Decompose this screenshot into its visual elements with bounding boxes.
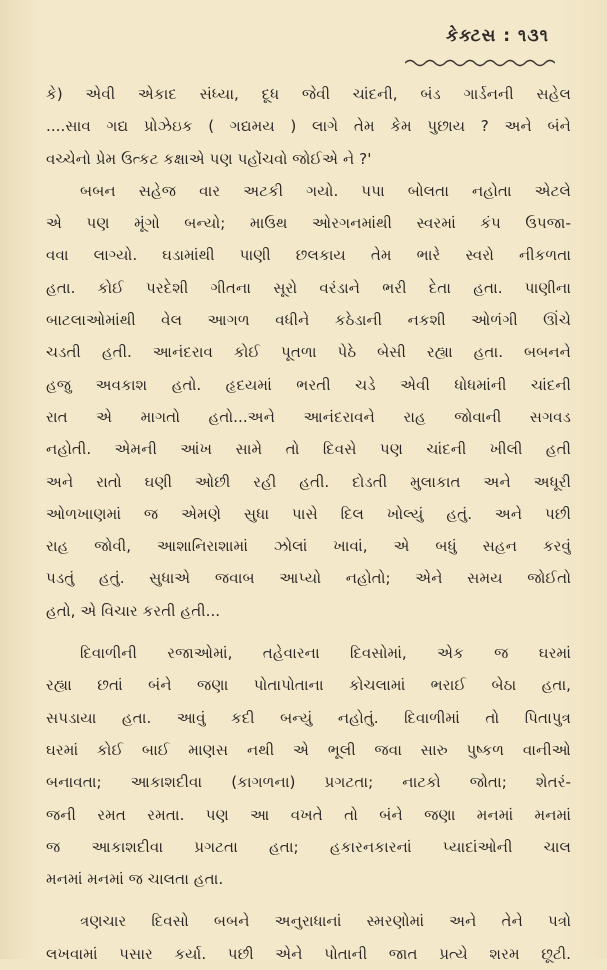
paragraph-4 — [46, 905, 571, 970]
text-line: પડતું હતું. સુધાએ જવાબ આપ્યો નહોતો; એને સમય જોઈતો — [46, 569, 571, 588]
text-line: સપડાયા હતા. આવું કદી બન્યું નહોતું. દિવાળીમાં તો પિતાપુત્ર — [46, 708, 571, 727]
text-line: રહ્યા છતાં બંને જણા પોતાપોતાના કોચલામાં ભરાઈ બેઠા હતા, — [46, 676, 571, 695]
text-line: હજુ અવકાશ હતો. હૃદયમાં ભરતી ચડે એવી ધોધમાંની ચાંદની — [46, 375, 571, 394]
paragraph-3 — [46, 637, 571, 895]
text-line: દિવાળીની રજાઓમાં, તહેવારના દિવસોમાં, એક જ ઘરમાં — [80, 644, 571, 663]
text-line: રાત એ માગતો હતો...અને આનંદરાવને રાહ જોવાની સગવડ — [46, 407, 571, 426]
paragraph-2 — [46, 175, 571, 627]
header-separator: : — [503, 26, 512, 46]
text-line: ઘરમાં કોઈ બાઈ માણસ નથી એ ભૂલી જવા સારુ પુષ્કળ વાનીઓ — [46, 740, 571, 759]
paragraph-gap — [46, 627, 571, 637]
text-line: બનાવતા; આકાશદીવા (કાગળના) પ્રગટતા; નાટકો જોતા; શેતરં- — [46, 773, 571, 792]
text-line: નહોતી. એમની આંખ સામે તો દિવસે પણ ચાંદની ખીલી હતી — [46, 440, 571, 459]
text-line: હતા. કોઈ પરદેશી ગીતના સૂરો વરંડાને ભરી દેતા હતા. પાણીના — [46, 278, 571, 297]
running-title: કેક્ટસ — [445, 26, 497, 46]
text-line: કે) એવી એકાદ સંધ્યા, દૂધ જેવી ચાંદની, બંડ ગાર્ડનની સહેલ — [46, 85, 571, 103]
text-line: રાહ જોવી, આશાનિરાશામાં ઝોલાં ખાવાં, એ બધું સહન કરવું — [46, 537, 571, 556]
text-line: જની રમત રમતા. પણ આ વખતે તો બંને જણા મનમાં મનમાં — [46, 805, 571, 824]
decorative-squiggle-icon — [405, 58, 555, 68]
paragraph-gap — [46, 895, 571, 905]
text-line: મનમાં મનમાં જ ચાલતા હતા. — [46, 870, 224, 889]
page-number: ૧૩૧ — [518, 26, 549, 46]
text-line: બબન સહેજ વાર અટકી ગયો. પપા બોલતા નહોતા એટલે — [80, 181, 571, 200]
text-line: બાટલાઓમાંથી વેલ આગળ વધીને કઠેડાની નકશી ઓળંગી ઊંચે — [46, 311, 571, 330]
text-line: ઓળખાણમાં જ એમણે સુધા પાસે દિલ ખોલ્યું હતું. અને પછી — [46, 504, 571, 523]
text-line: એ પણ મૂંગો બન્યો; માઉથ ઓરગનમાંથી સ્વરમાં કંપ ઉપજા- — [46, 214, 571, 233]
text-line: ચડતી હતી. આનંદરાવ કોઈ પૂતળા પેઠે બેસી રહ્યા હતા. બબનને — [46, 343, 571, 362]
text-line: અને રાતો ઘણી ઓછી રહી હતી. દોડતી મુલાકાત અને અધૂરી — [46, 472, 571, 491]
text-line: વચ્ચેનો પ્રેમ ઉત્કટ કક્ષાએ પણ પહોંચવો જોઈએ ને ?' — [46, 149, 372, 168]
text-line: જ આકાશદીવા પ્રગટતા હતા; હકારનકારનાં પ્યાદાંઓની ચાલ — [46, 837, 571, 856]
paragraph-1 — [46, 78, 571, 175]
text-line: લખવામાં પસાર કર્યા. પછી એને પોતાની જાત પ્રત્યે શરમ છૂટી. — [46, 944, 571, 963]
text-line: ....સાવ ગદ્ય પ્રોઝેઇક ( ગદ્યમય ) લાગે તેમ કેમ પુછાય ? અને બંને — [46, 117, 571, 136]
body-text — [46, 78, 571, 970]
text-line: વવા લાગ્યો. ઘડામાંથી પાણી છલકાય તેમ ભારે સ્વરો નીકળતા — [46, 246, 571, 265]
running-header — [446, 26, 549, 46]
text-line: હતો, એ વિચાર કરતી હતી... — [46, 601, 221, 620]
text-line: ત્રણચાર દિવસો બબને અનુરાધાનાં સ્મરણોમાં અને તેને પત્રો — [80, 912, 571, 931]
